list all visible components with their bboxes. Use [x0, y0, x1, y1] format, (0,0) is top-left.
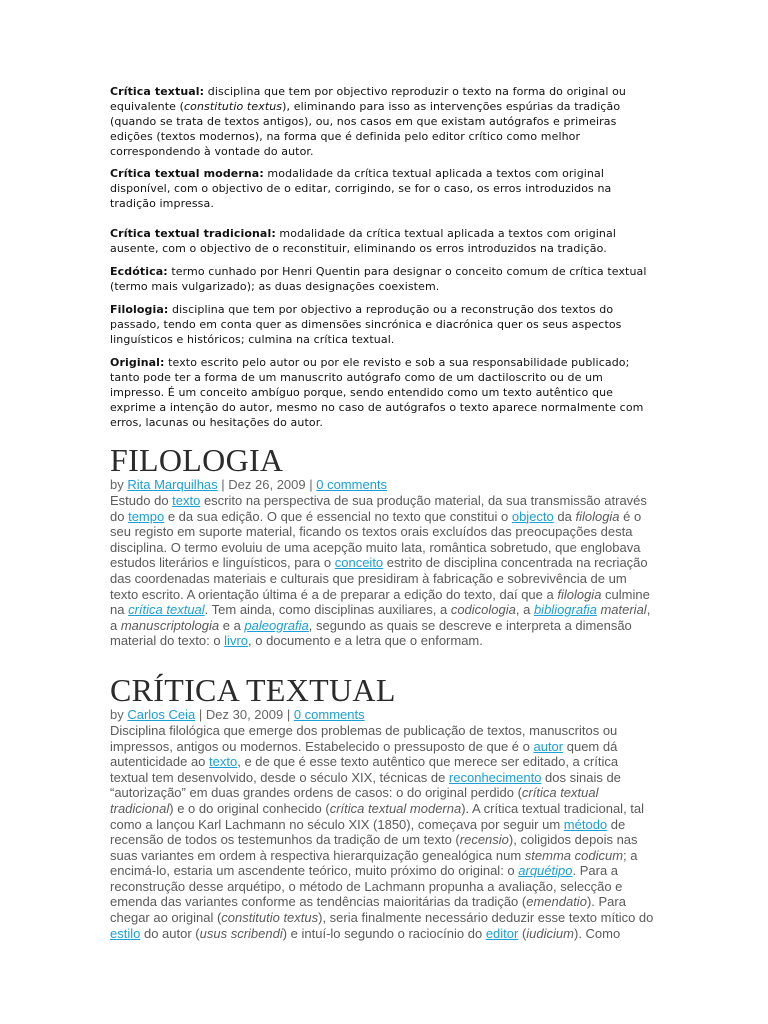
glossary [110, 84, 658, 430]
glossary-entry-original: Original: texto escrito pelo autor ou por ele revisto e sob a sua responsabilidade publicado; tanto pode ter a forma de um manuscrito autógrafo como de um dactiloscrito ou de um impresso. É um conceito ambíguo porque, sendo entendido como um texto autêntico que exprime a intenção do autor, mesmo no caso de autógrafos o texto aparece normalmente com erros, lacunas ou hesitações do autor. [110, 356, 644, 429]
link-texto[interactable]: texto [172, 493, 201, 508]
comments-link[interactable]: 0 comments [293, 706, 365, 722]
link-critica-textual[interactable]: crítica textual [128, 602, 205, 618]
article-meta: by Rita Marquilhas | Dez 26, 2009 | 0 comments [110, 477, 388, 492]
glossary-entry-critica-tradicional: Crítica textual tradicional: modalidade da crítica textual aplicada a textos com original ausente, com o objectivo de o reconstituir, eliminando os erros introduzidos na tradição. [110, 227, 617, 255]
glossary-entry-ecdotica: Ecdótica: termo cunhado por Henri Quentin para designar o conceito comum de crítica textual (termo mais vulgarizado); as duas designações coexistem. [110, 265, 647, 293]
glossary-term: Crítica textual moderna: [110, 167, 264, 180]
glossary-entry-filologia: Filologia: disciplina que tem por objectivo a reprodução ou a reconstrução dos textos do passado, tendo em conta quer as dimensões sincrónica e diacrónica quer os seus aspectos linguísticos e históricos; culmina na crítica textual. [110, 303, 622, 346]
article-title: CRÍTICA TEXTUAL [110, 671, 396, 708]
link-reconhecimento[interactable]: reconhecimento [448, 769, 542, 785]
glossary-term: Ecdótica: [110, 265, 168, 278]
article-body: Estudo do texto escrito na perspectiva de sua produção material, da sua transmissão através do tempo e da sua edição. O que é essencial no texto que constitui o objecto da filologia é o seu registo em suporte material, ficando os textos orais excluídos das preocupações desta disciplina. O termo evoluiu de uma acepção muito lata, romântica sobretudo, que englobava estudos literários e linguísticos, para o conceito estrito de disciplina concentrada na recriação das coordenadas materiais e culturais que presidiram à fabricação e sobrevivência de um texto escrito. A orientação última é a de preparar a edição do texto, daí que a filologia culmine na crítica textual. Tem ainda, como disciplinas auxiliares, a codicologia, a bibliografia material, a manuscriptologia e a paleografia, segundo as quais se descreve e interpreta a dimensão material do texto: o livro, o documento e a letra que o enformam. [110, 493, 651, 649]
glossary-entry-critica-moderna: Crítica textual moderna: modalidade da crítica textual aplicada a textos com original disponível, com o objectivo de o editar, corrigindo, se for o caso, os erros introduzidos na tradição impressa. [110, 167, 612, 210]
link-arquetipo[interactable]: arquétipo [518, 863, 573, 879]
glossary-term: Crítica textual: [110, 85, 205, 98]
link-autor[interactable]: autor [533, 738, 564, 754]
article-title: FILOLOGIA [110, 442, 284, 478]
author-link[interactable]: Rita Marquilhas [127, 477, 218, 492]
link-conceito[interactable]: conceito [334, 555, 384, 571]
glossary-term: Original: [110, 356, 165, 369]
article-meta: by Carlos Ceia | Dez 30, 2009 | 0 comments [110, 706, 365, 722]
glossary-term: Crítica textual tradicional: [110, 227, 276, 240]
link-metodo[interactable]: método [563, 816, 608, 832]
author-link[interactable]: Carlos Ceia [127, 706, 196, 722]
article-critica-textual [110, 673, 658, 941]
link-estilo[interactable]: estilo [110, 925, 141, 941]
post-date: Dez 26, 2009 [228, 477, 306, 492]
link-livro[interactable]: livro [224, 633, 249, 649]
article-body: Disciplina filológica que emerge dos problemas de publicação de textos, manuscritos ou impressos, antigos ou modernos. Estabelecido o pressuposto de que é o autor quem dá autenticidade ao texto, e de que é esse texto autêntico que merece ser editado, a crítica textual tem desenvolvido, desde o século XIX, técnicas de reconhecimento dos sinais de “autorização” em duas grandes ordens de casos: o do original perdido (crítica textual tradicional) e o do original conhecido (crítica textual moderna). A crítica textual tradicional, tal como a lançou Karl Lachmann no século XIX (1850), começava por seguir um método de recensão de todos os testemunhos da tradição de um texto (recensio), coligidos depois nas suas variantes em ordem à respectiva hierarquização genealógica num stemma codicum; a encimá-lo, estaria um ascendente teórico, muito próximo do original: o arquétipo. Para a reconstrução desse arquétipo, o método de Lachmann propunha a avaliação, selecção e emenda das variantes conforme as tendências maioritárias da tradição (emendatio). Para chegar ao original (constitutio textus), seria finalmente necessário deduzir esse texto mítico do estilo do autor (usus scribendi) e intuí-lo segundo o raciocínio do editor (iudicium). Como [110, 722, 654, 941]
article-filologia [110, 443, 658, 649]
glossary-entry-critica-textual: Crítica textual: disciplina que tem por objectivo reproduzir o texto na forma do original ou equivalente (constitutio textus), eliminando para isso as intervenções espúrias da tradição (quando se trata de textos antigos), ou, nos casos em que existam autógrafos e primeiras edições (textos modernos), na forma que é definida pelo editor crítico como melhor correspondendo à vontade do autor. [110, 85, 627, 158]
document-page [110, 84, 658, 941]
link-objecto[interactable]: objecto [511, 508, 554, 524]
link-tempo[interactable]: tempo [128, 508, 165, 524]
comments-link[interactable]: 0 comments [316, 477, 388, 492]
link-texto[interactable]: texto [209, 754, 238, 770]
link-editor[interactable]: editor [485, 925, 519, 941]
link-bibliografia[interactable]: bibliografia [533, 602, 597, 618]
glossary-term: Filologia: [110, 303, 169, 316]
link-paleografia[interactable]: paleografia [244, 617, 309, 633]
post-date: Dez 30, 2009 [205, 706, 284, 722]
